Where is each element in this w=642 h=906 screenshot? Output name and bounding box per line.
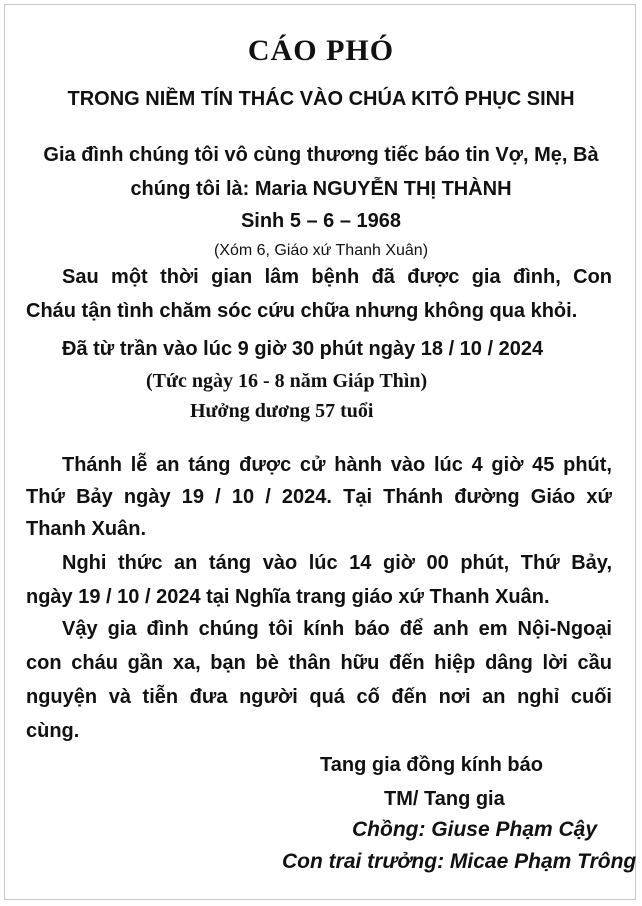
lunar-date-line: (Tức ngày 16 - 8 năm Giáp Thìn) — [146, 370, 428, 392]
birth-line: Sinh 5 – 6 – 1968 — [240, 210, 402, 232]
notice-title: CÁO PHÓ — [247, 34, 395, 67]
burial-line-1: Nghi thức an táng vào lúc 14 giờ 00 phút, Thứ Bảy, — [62, 552, 612, 574]
illness-line-2: Cháu tận tình chăm sóc cứu chữa nhưng không qua khỏi. — [26, 300, 578, 322]
signature-line-2: TM/ Tang gia — [384, 788, 505, 810]
intro-line-1: Gia đình chúng tôi vô cùng thương tiếc báo tin Vợ, Mẹ, Bà — [43, 144, 599, 166]
address-line: (Xóm 6, Giáo xứ Thanh Xuân) — [213, 242, 429, 259]
burial-line-2: ngày 19 / 10 / 2024 tại Nghĩa trang giáo xứ Thanh Xuân. — [26, 586, 550, 608]
invite-line-4: cùng. — [26, 720, 80, 742]
intro-line-2: chúng tôi là: Maria NGUYỄN THỊ THÀNH — [130, 178, 512, 200]
mass-line-2: Thứ Bảy ngày 19 / 10 / 2024. Tại Thánh đường Giáo xứ — [26, 486, 612, 508]
mass-line-1: Thánh lễ an táng được cử hành vào lúc 4 giờ 45 phút, — [62, 454, 612, 476]
signature-line-1: Tang gia đồng kính báo — [320, 754, 543, 776]
invite-line-3: nguyện và tiễn đưa người quá cố đến nơi an nghỉ cuối — [26, 686, 612, 708]
signature-husband: Chồng: Giuse Phạm Cậy — [352, 818, 598, 841]
invite-line-2: con cháu gần xa, bạn bè thân hữu đến hiệp dâng lời cầu — [26, 652, 612, 674]
invite-line-1: Vậy gia đình chúng tôi kính báo để anh em Nội-Ngoại — [62, 618, 612, 640]
signature-eldest-son: Con trai trưởng: Micae Phạm Trông — [282, 850, 637, 873]
death-date-line: Đã từ trần vào lúc 9 giờ 30 phút ngày 18 / 10 / 2024 — [62, 338, 544, 360]
illness-line-1: Sau một thời gian lâm bệnh đã được gia đình, Con — [62, 266, 612, 288]
mass-line-3: Thanh Xuân. — [26, 518, 146, 540]
age-line: Hưởng dương 57 tuổi — [190, 400, 374, 422]
notice-subtitle: TRONG NIỀM TÍN THÁC VÀO CHÚA KITÔ PHỤC SINH — [67, 88, 575, 110]
